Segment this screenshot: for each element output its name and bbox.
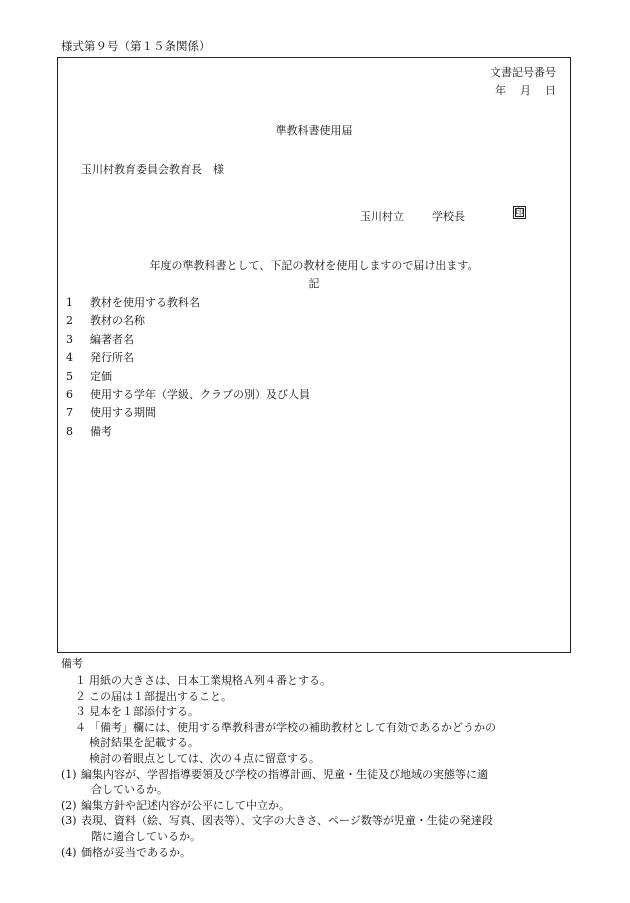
ki-marker: 記 — [308, 277, 320, 290]
item-label: 教材を使用する教科名 — [90, 296, 200, 309]
criterion-1-continued: 合しているか。 — [91, 783, 168, 797]
criterion-number: (1) — [61, 767, 77, 781]
item-label: 編著者名 — [90, 332, 134, 346]
note-text: 用紙の大きさは、日本工業規格Ａ列４番とする。 — [89, 674, 331, 687]
item-label: 使用する期間 — [90, 406, 156, 420]
note-4 — [61, 720, 581, 736]
date-month: 月 — [520, 84, 531, 97]
form-number: 様式第９号（第１５条関係） — [61, 39, 211, 53]
doc-number-label: 文書記号番号 — [490, 66, 556, 79]
note-4-continued: 検討結果を記載する。 — [89, 736, 199, 750]
note-3 — [61, 704, 581, 720]
list-item — [66, 368, 310, 386]
criterion-number: (4) — [61, 845, 77, 859]
item-number: 8 — [66, 424, 73, 438]
notes-section — [61, 655, 581, 860]
date-line — [495, 82, 556, 98]
date-year: 年 — [495, 84, 506, 97]
item-number: 7 — [66, 406, 73, 420]
school-line — [360, 208, 465, 224]
list-item — [66, 386, 310, 404]
addressee: 玉川村教育委員会教育長 様 — [81, 163, 224, 176]
item-list — [66, 294, 310, 441]
item-number: 2 — [66, 314, 73, 328]
criterion-1 — [61, 767, 581, 783]
principal-label: 学校長 — [432, 210, 465, 223]
note-text: この届は１部提出すること。 — [89, 689, 232, 703]
item-number: 3 — [66, 332, 73, 346]
seal-icon: 印 — [514, 208, 524, 218]
note-number: １ — [75, 674, 86, 687]
item-label: 使用する学年（学級、クラブの別）及び人員 — [90, 387, 310, 401]
date-day: 日 — [545, 84, 556, 97]
note-4-criteria: 検討の着眼点としては、次の４点に留意する。 — [89, 751, 320, 765]
form-title: 準教科書使用届 — [275, 124, 353, 137]
item-label: 発行所名 — [90, 351, 134, 365]
list-item — [66, 404, 310, 422]
notes-heading: 備考 — [61, 657, 83, 670]
note-1 — [61, 673, 581, 689]
item-number: 6 — [66, 387, 73, 401]
criterion-text: 編集内容が、学習指導要領及び学校の指導計画、児童・生徒及び地域の実態等に適 — [81, 767, 488, 781]
note-text: 「備考」欄には、使用する準教科書が学校の補助教材として有効であるかどうかの — [89, 720, 496, 734]
list-item — [66, 312, 310, 330]
item-number: 5 — [66, 369, 73, 383]
item-number: 4 — [66, 351, 73, 365]
item-label: 備考 — [90, 424, 112, 438]
criterion-text: 表現、資料（絵、写真、図表等）、文字の大きさ、ページ数等が児童・生徒の発達段 — [81, 814, 493, 828]
criterion-text: 価格が妥当であるか。 — [81, 845, 191, 859]
form-frame — [57, 57, 571, 653]
criterion-2 — [61, 798, 581, 814]
criterion-4 — [61, 845, 581, 861]
list-item — [66, 423, 310, 441]
note-2 — [61, 689, 581, 705]
list-item — [66, 349, 310, 367]
criterion-3-continued: 階に適合しているか。 — [91, 829, 201, 843]
item-label: 定価 — [90, 369, 112, 383]
list-item — [66, 331, 310, 349]
note-number: ４ — [75, 720, 86, 734]
note-number: ２ — [75, 689, 86, 703]
intro-sentence: 年度の準教科書として、下記の教材を使用しますので届け出ます。 — [149, 259, 479, 272]
note-number: ３ — [75, 705, 86, 719]
criterion-number: (2) — [61, 798, 77, 812]
criterion-3 — [61, 813, 581, 829]
criterion-text: 編集方針や記述内容が公平にして中立か。 — [81, 798, 290, 812]
village-school-label: 玉川村立 — [360, 210, 404, 223]
list-item — [66, 294, 310, 312]
note-text: 見本を１部添付する。 — [89, 705, 199, 719]
criterion-number: (3) — [61, 814, 77, 828]
item-label: 教材の名称 — [90, 314, 145, 328]
item-number: 1 — [66, 296, 73, 309]
